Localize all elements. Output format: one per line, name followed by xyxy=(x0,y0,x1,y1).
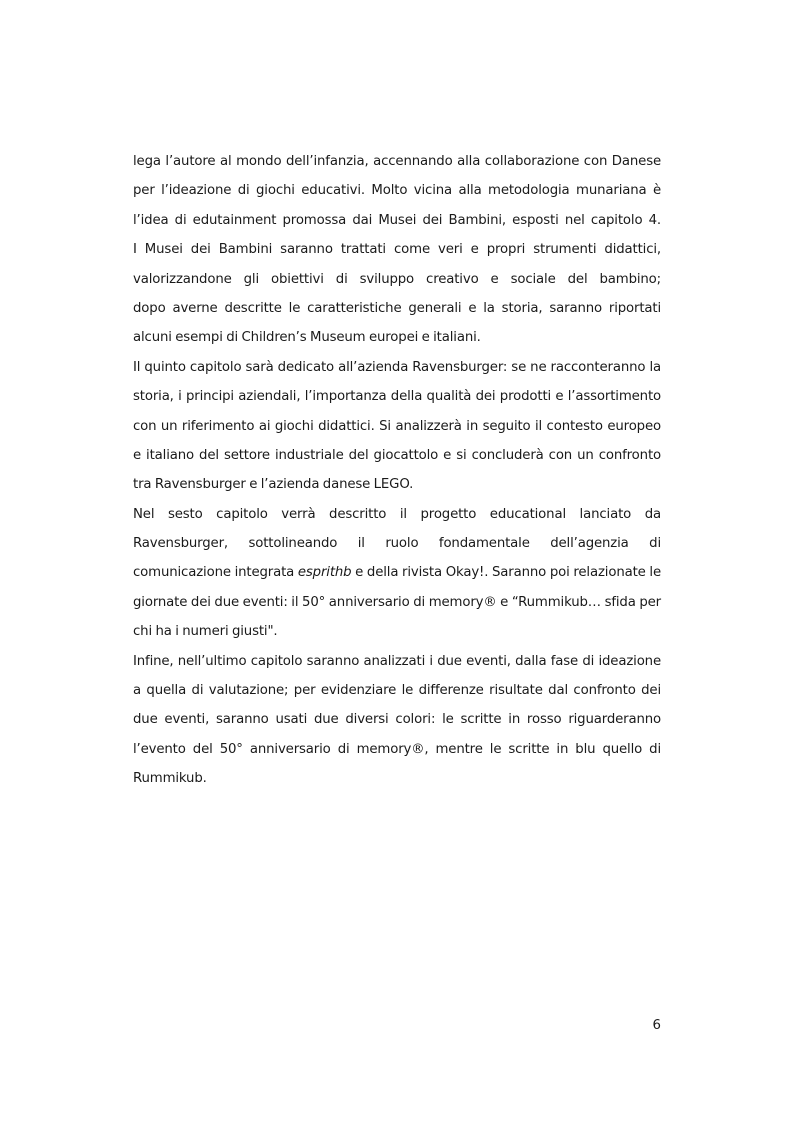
italic-agency-name: esprithb xyxy=(297,565,352,581)
text-line: e italiano del settore industriale del giocattolo e si concluderà con un confronto xyxy=(133,447,661,463)
document-body xyxy=(133,147,661,794)
text-line: l’evento del 50° anniversario di memory®, mentre le scritte in blu quello di xyxy=(133,741,661,757)
page-number: 6 xyxy=(652,1018,661,1033)
text-segment: comunicazione integrata xyxy=(133,565,298,581)
paragraph-1 xyxy=(133,147,661,353)
text-line: tra Ravensburger e l’azienda danese LEGO. xyxy=(133,477,414,493)
text-line: chi ha i numeri giusti". xyxy=(133,624,278,640)
text-line: I Musei dei Bambini saranno trattati come veri e propri strumenti didattici, xyxy=(133,242,661,258)
text-line: lega l’autore al mondo dell’infanzia, accennando alla collaborazione con Danese xyxy=(133,154,661,169)
text-line: Infine, nell’ultimo capitolo saranno analizzati i due eventi, dalla fase di ideazione xyxy=(133,653,661,669)
paragraph-3 xyxy=(133,500,661,647)
paragraph-2 xyxy=(133,353,661,500)
text-line: con un riferimento ai giochi didattici. Si analizzerà in seguito il contesto europeo xyxy=(133,418,661,434)
paragraph-4 xyxy=(133,647,661,794)
text-line: Rummikub. xyxy=(133,771,207,787)
text-line: dopo averne descritte le caratteristiche generali e la storia, saranno riportati xyxy=(133,300,661,316)
text-line: l’idea di edutainment promossa dai Musei dei Bambini, esposti nel capitolo 4. xyxy=(133,212,661,228)
text-line: storia, i principi aziendali, l’importanza della qualità dei prodotti e l’assortimento xyxy=(133,389,661,405)
text-line-mixed xyxy=(133,558,661,587)
text-line: giornate dei due eventi: il 50° anniversario di memory® e “Rummikub… sfida per xyxy=(133,594,661,610)
text-segment: e della rivista Okay!. Saranno poi relazionate le xyxy=(351,565,661,581)
text-line: alcuni esempi di Children’s Museum europei e italiani. xyxy=(133,330,481,346)
text-line: valorizzandone gli obiettivi di sviluppo creativo e sociale del bambino; xyxy=(133,271,661,287)
text-line: Il quinto capitolo sarà dedicato all’azienda Ravensburger: se ne racconteranno la xyxy=(133,359,661,375)
text-line: per l’ideazione di giochi educativi. Molto vicina alla metodologia munariana è xyxy=(133,183,661,199)
text-line: a quella di valutazione; per evidenziare le differenze risultate dal confronto dei xyxy=(133,683,661,699)
text-line: due eventi, saranno usati due diversi colori: le scritte in rosso riguarderanno xyxy=(133,712,661,728)
text-line: Ravensburger, sottolineando il ruolo fondamentale dell’agenzia di xyxy=(133,536,661,552)
text-line: Nel sesto capitolo verrà descritto il progetto educational lanciato da xyxy=(133,506,661,522)
